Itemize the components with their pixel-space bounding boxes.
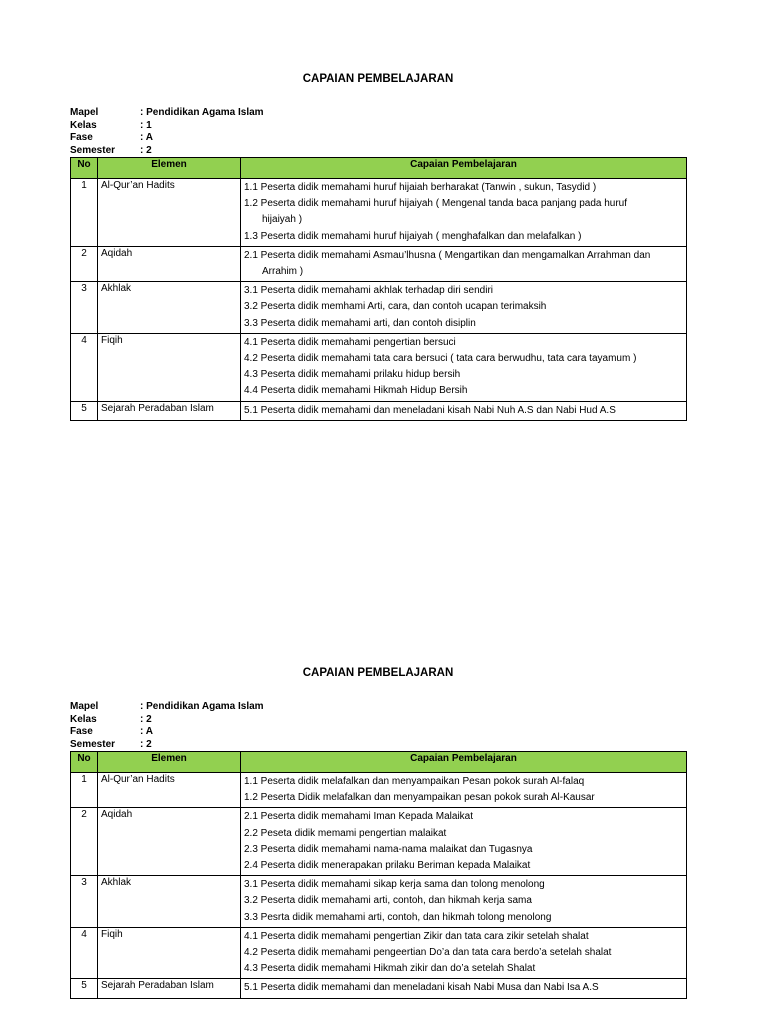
row-number: 2 (71, 808, 98, 876)
row-capaian (241, 876, 687, 928)
capaian-text: 1.1 Peserta didik memahami huruf hijaiah berharakat (Tanwin , sukun, Tasydid ) (244, 182, 597, 193)
capaian-text: 2.1 Peserta didik memahami Iman Kepada Malaikat (244, 811, 474, 823)
capaian-item (244, 299, 683, 315)
meta-row (70, 726, 686, 739)
header-elemen: Elemen (98, 752, 241, 773)
section-kelas-2 (70, 666, 686, 999)
table-row (71, 246, 687, 281)
header-capaian: Capaian Pembelajaran (241, 158, 687, 179)
meta-value: : 2 (140, 713, 152, 725)
capaian-item (244, 893, 683, 909)
row-capaian (241, 401, 687, 420)
capaian-item (244, 877, 683, 893)
meta-row (70, 107, 686, 120)
meta-row (70, 132, 686, 145)
capaian-text: 3.2 Peserta didik memhami Arti, cara, dan contoh ucapan terimaksih (244, 301, 547, 313)
row-number: 5 (71, 979, 98, 998)
capaian-item (244, 929, 683, 945)
table-row (71, 927, 687, 979)
table-body (71, 179, 687, 421)
capaian-text: 4.2 Peserta didik memahami tata cara bersuci ( tata cara berwudhu, tata cara tayamum ) (244, 353, 637, 365)
meta-block (70, 107, 686, 157)
row-capaian (241, 979, 687, 998)
capaian-item (244, 367, 683, 383)
capaian-text: 3.3 Peserta didik memahami arti, dan contoh disiplin (244, 317, 476, 329)
meta-key: Semester (70, 144, 116, 156)
row-capaian (241, 773, 687, 808)
row-elemen: Akhlak (98, 876, 241, 928)
capaian-item (244, 316, 683, 332)
row-number: 4 (71, 333, 98, 401)
page-title: CAPAIAN PEMBELAJARAN (302, 667, 454, 679)
header-elemen: Elemen (98, 158, 241, 179)
row-elemen: Aqidah (98, 808, 241, 876)
capaian-item (244, 961, 683, 977)
row-elemen: Akhlak (98, 282, 241, 334)
table-row (71, 401, 687, 420)
row-number: 1 (71, 773, 98, 808)
meta-row (70, 739, 686, 752)
capaian-item (244, 335, 683, 351)
row-number: 5 (71, 401, 98, 420)
capaian-item (244, 403, 683, 419)
meta-row (70, 701, 686, 714)
table-row (71, 179, 687, 247)
capaian-item (244, 283, 683, 299)
capaian-item (244, 910, 683, 926)
meta-value: : 2 (140, 144, 152, 156)
capaian-item (244, 229, 683, 245)
meta-block (70, 701, 686, 751)
meta-value: : Pendidikan Agama Islam (140, 701, 264, 712)
capaian-item (244, 809, 683, 825)
capaian-item (244, 858, 683, 874)
capaian-item (244, 980, 683, 996)
capaian-text: 4.2 Peserta didik memahami pengeertian Do’a dan tata cara berdo’a setelah shalat (244, 947, 612, 959)
capaian-text: 5.1 Peserta didik memahami dan meneladani kisah Nabi Musa dan Nabi Isa A.S (244, 982, 599, 994)
meta-key: Kelas (70, 713, 97, 725)
capaian-item (244, 774, 683, 790)
capaian-text: 1.2 Peserta Didik melafalkan dan menyampaikan pesan pokok surah Al-Kausar (244, 792, 595, 804)
capaian-text: 3.2 Peserta didik memahami arti, contoh, dan hikmah kerja sama (244, 895, 532, 907)
meta-value: : 1 (140, 119, 152, 131)
table-row (71, 808, 687, 876)
table-row (71, 876, 687, 928)
row-elemen: Fiqih (98, 927, 241, 979)
capaian-item (244, 180, 683, 196)
meta-row (70, 120, 686, 133)
capaian-text: 4.3 Peserta didik memahami prilaku hidup bersih (244, 369, 461, 381)
header-capaian: Capaian Pembelajaran (241, 752, 687, 773)
row-elemen: Sejarah Peradaban Islam (98, 401, 241, 420)
meta-key: Semester (70, 738, 116, 750)
capaian-item (244, 842, 683, 858)
capaian-text: 4.1 Peserta didik memahami pengertian bersuci (244, 336, 456, 348)
table-body (71, 773, 687, 999)
section-kelas-1 (70, 72, 686, 421)
capaian-item (244, 248, 683, 280)
meta-key: Fase (70, 132, 93, 143)
row-number: 3 (71, 876, 98, 928)
capaian-text: 1.2 Peserta didik memahami huruf hijaiyah ( Mengenal tanda baca panjang pada huruf (244, 198, 628, 210)
header-no: No (71, 752, 98, 773)
capaian-item (244, 826, 683, 842)
row-number: 2 (71, 246, 98, 281)
page-title: CAPAIAN PEMBELAJARAN (302, 73, 454, 85)
table-row (71, 773, 687, 808)
capaian-text: 4.1 Peserta didik memahami pengertian Zikir dan tata cara zikir setelah shalat (244, 930, 589, 942)
meta-row (70, 145, 686, 158)
capaian-text: 2.4 Peserta didik menerapakan prilaku Beriman kepada Malaikat (244, 860, 531, 872)
capaian-text: 2.3 Peserta didik memahami nama-nama malaikat dan Tugasnya (244, 843, 533, 855)
capaian-text: 1.1 Peserta didik melafalkan dan menyampaikan Pesan pokok surah Al-falaq (244, 776, 585, 787)
row-number: 3 (71, 282, 98, 334)
capaian-text: 4.4 Peserta didik memahami Hikmah Hidup Bersih (244, 385, 468, 397)
capaian-text: 3.3 Pesrta didik memahami arti, contoh, dan hikmah tolong menolong (244, 911, 552, 923)
capaian-text: 2.1 Peserta didik memahami Asmau’lhusna ( Mengartikan dan mengamalkan Arrahman dan (244, 249, 651, 261)
row-capaian (241, 333, 687, 401)
row-elemen: Al-Qur’an Hadits (98, 773, 241, 808)
capaian-table (70, 751, 687, 999)
capaian-text: 5.1 Peserta didik memahami dan meneladani kisah Nabi Nuh A.S dan Nabi Hud A.S (244, 404, 616, 416)
row-elemen: Fiqih (98, 333, 241, 401)
meta-row (70, 714, 686, 727)
row-elemen: Sejarah Peradaban Islam (98, 979, 241, 998)
row-capaian (241, 282, 687, 334)
table-row (71, 282, 687, 334)
table-header-row (71, 158, 687, 179)
table-row (71, 979, 687, 998)
header-no: No (71, 158, 98, 179)
row-capaian (241, 179, 687, 247)
capaian-text: 1.3 Peserta didik memahami huruf hijaiyah ( menghafalkan dan melafalkan ) (244, 230, 582, 242)
capaian-text: 2.2 Peseta didik memami pengertian malaikat (244, 827, 447, 839)
meta-value: : A (140, 726, 153, 737)
capaian-item (244, 790, 683, 806)
row-capaian (241, 808, 687, 876)
table-header-row (71, 752, 687, 773)
capaian-text: 3.1 Peserta didik memahami sikap kerja sama dan tolong menolong (244, 879, 545, 891)
row-elemen: Al-Qur’an Hadits (98, 179, 241, 247)
capaian-text: 4.3 Peserta didik memahami Hikmah zikir dan do’a setelah Shalat (244, 963, 536, 975)
row-capaian (241, 246, 687, 281)
capaian-item (244, 383, 683, 399)
capaian-text: 3.1 Peserta didik memahami akhlak terhadap diri sendiri (244, 285, 494, 297)
capaian-text-continued: Arrahim ) (262, 266, 304, 278)
capaian-item (244, 196, 683, 228)
row-number: 4 (71, 927, 98, 979)
meta-key: Kelas (70, 119, 97, 131)
capaian-text-continued: hijaiyah ) (262, 214, 303, 226)
capaian-item (244, 351, 683, 367)
meta-value: : Pendidikan Agama Islam (140, 107, 264, 118)
capaian-table (70, 157, 687, 421)
meta-key: Mapel (70, 107, 99, 118)
meta-value: : 2 (140, 738, 152, 750)
meta-key: Mapel (70, 701, 99, 712)
table-row (71, 333, 687, 401)
row-elemen: Aqidah (98, 246, 241, 281)
meta-key: Fase (70, 726, 93, 737)
capaian-item (244, 945, 683, 961)
row-number: 1 (71, 179, 98, 247)
meta-value: : A (140, 132, 153, 143)
row-capaian (241, 927, 687, 979)
